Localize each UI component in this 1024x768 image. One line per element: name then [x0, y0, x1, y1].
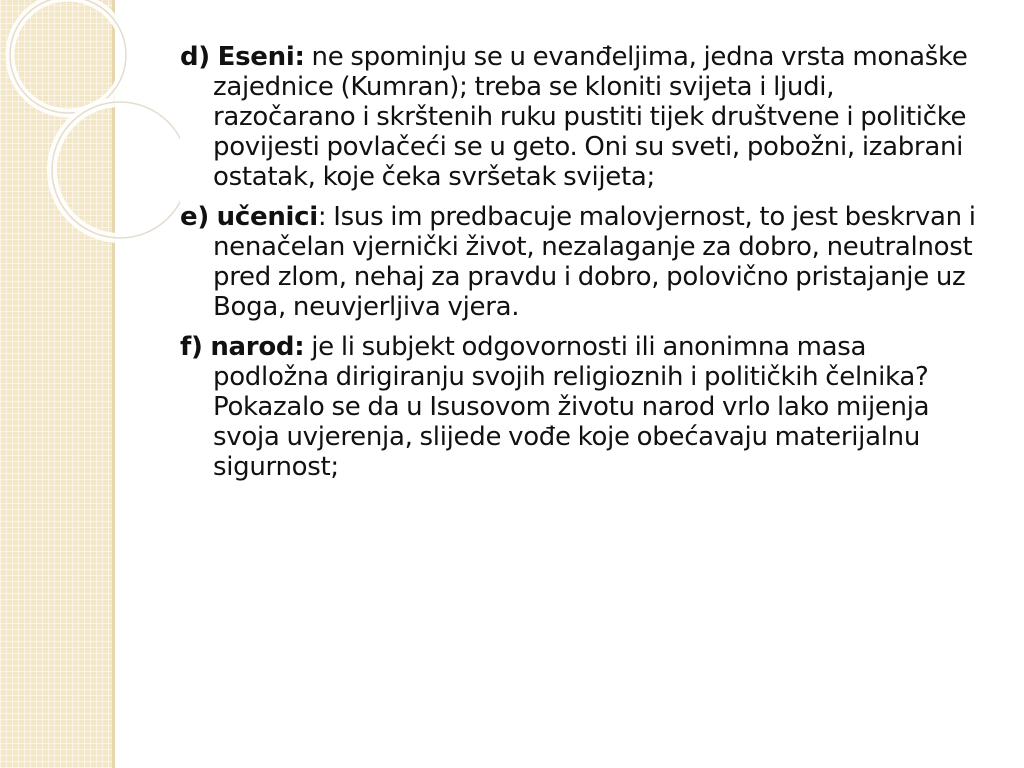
item-text: ne spominju se u evanđeljima, jedna vrsta monaške zajednice (Kumran); treba se kloniti svijeta i ljudi, razočarano i skrštenih ruku pustiti tijek društvene i političke povijesti povlačeći se u geto. Oni su sveti, pobožni, izabrani ostatak, koje čeka svršetak svijeta; — [213, 42, 968, 192]
item-label: e) učenici — [180, 202, 318, 232]
list-item-narod — [180, 332, 980, 482]
decorative-circles — [0, 0, 180, 300]
list-item-ucenici — [180, 202, 980, 322]
slide-content — [180, 42, 980, 492]
item-label: f) narod: — [180, 332, 305, 362]
list-item-eseni — [180, 42, 980, 192]
item-text: je li subjekt odgovornosti ili anonimna masa podložna dirigiranju svojih religioznih i političkih čelnika? Pokazalo se da u Isusovom životu narod vrlo lako mijenja svoja uvjerenja, slijede vođe koje obećavaju materijalnu sigurnost; — [213, 332, 930, 482]
item-label: d) Eseni: — [180, 42, 305, 72]
item-text: : Isus im predbacuje malovjernost, to jest beskrvan i nenačelan vjernički život, nezalaganje za dobro, neutralnost pred zlom, nehaj za pravdu i dobro, polovično pristajanje uz Boga, neuvjerljiva vjera. — [213, 202, 976, 322]
